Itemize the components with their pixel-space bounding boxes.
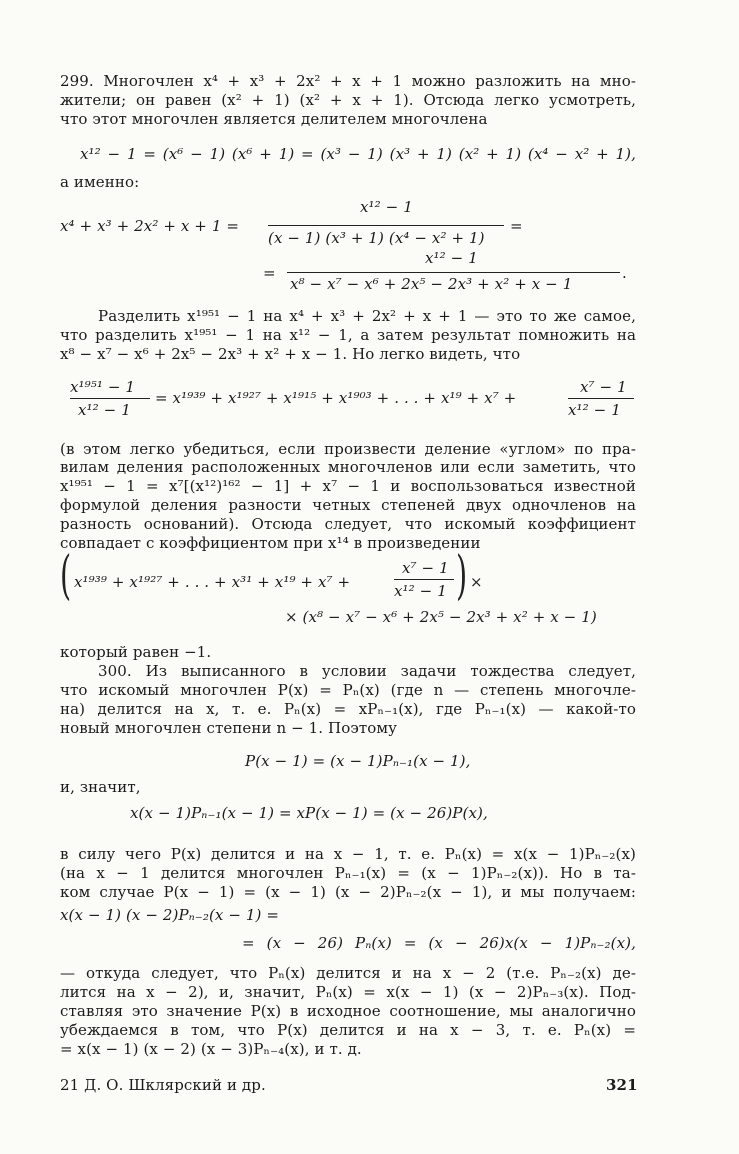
fraction-numerator: x¹² − 1 <box>360 198 413 216</box>
fraction-denominator: x¹² − 1 <box>394 582 447 600</box>
equals-sign: = <box>510 217 523 235</box>
text-line: новый многочлен степени n − 1. Поэтому <box>60 719 398 737</box>
formula-product: × (x⁸ − x⁷ − x⁶ + 2x⁵ − 2x³ + x² + x − 1) <box>285 608 597 626</box>
fraction-denominator: (x − 1) (x³ + 1) (x⁴ − x² + 1) <box>268 229 485 247</box>
formula-line: P(x − 1) = (x − 1)Pₙ₋₁(x − 1), <box>245 752 471 770</box>
text-line: совпадает с коэффициентом при x¹⁴ в произведении <box>60 534 481 552</box>
times-sign: × <box>470 573 483 591</box>
text-line: разность оснований). Отсюда следует, что искомый коэффициент <box>60 515 636 533</box>
fraction-numerator: x⁷ − 1 <box>580 378 627 396</box>
fraction-bar <box>568 398 634 399</box>
text-line: формулой деления разности четных степеней двух одночленов на <box>60 496 636 514</box>
text-line: 299. Многочлен x⁴ + x³ + 2x² + x + 1 можно разложить на мно- <box>60 72 636 90</box>
footer-signature: 21 Д. О. Шклярский и др. <box>60 1076 266 1094</box>
text-line: что разделить x¹⁹⁵¹ − 1 на x¹² − 1, а затем результат помножить на <box>60 326 636 344</box>
formula-lhs: x⁴ + x³ + 2x² + x + 1 = <box>60 217 240 235</box>
page-number: 321 <box>606 1076 638 1094</box>
fraction-bar <box>70 398 150 399</box>
fraction-bar <box>287 272 620 273</box>
fraction-denominator: x⁸ − x⁷ − x⁶ + 2x⁵ − 2x³ + x² + x − 1 <box>290 275 573 293</box>
formula-line: x(x − 1) (x − 2)Pₙ₋₂(x − 1) = <box>60 906 280 924</box>
text-line: 300. Из выписанного в условии задачи тождества следует, <box>98 662 636 680</box>
left-parenthesis: ( <box>60 546 72 606</box>
text-line: = x(x − 1) (x − 2) (x − 3)Pₙ₋₄(x), и т. д. <box>60 1040 362 1058</box>
formula-sum: = x¹⁹³⁹ + x¹⁹²⁷ + x¹⁹¹⁵ + x¹⁹⁰³ + . . . + x¹⁹ + x⁷ + <box>155 389 517 407</box>
text-line: — откуда следует, что Pₙ(x) делится и на x − 2 (т.е. Pₙ₋₂(x) де- <box>60 964 636 982</box>
text-line: убеждаемся в том, что P(x) делится и на x − 3, т. е. Pₙ(x) = <box>60 1021 636 1039</box>
fraction-bar <box>268 225 504 226</box>
formula-line: = (x − 26) Pₙ(x) = (x − 26)x(x − 1)Pₙ₋₂(x), <box>242 934 636 952</box>
text-line: и, значит, <box>60 778 141 796</box>
text-line: (на x − 1 делится многочлен Pₙ₋₁(x) = (x − 1)Pₙ₋₂(x)). Но в та- <box>60 864 636 882</box>
period: . <box>622 264 627 282</box>
right-parenthesis: ) <box>456 546 468 606</box>
fraction-bar <box>394 579 454 580</box>
text-line: ставляя это значение P(x) в исходное соотношение, мы аналогично <box>60 1002 636 1020</box>
text-line: Разделить x¹⁹⁵¹ − 1 на x⁴ + x³ + 2x² + x + 1 — это то же самое, <box>98 307 636 325</box>
text-line: что этот многочлен является делителем многочлена <box>60 110 488 128</box>
fraction-denominator: x¹² − 1 <box>568 401 621 419</box>
formula-sum: x¹⁹³⁹ + x¹⁹²⁷ + . . . + x³¹ + x¹⁹ + x⁷ + <box>74 573 351 591</box>
text-line: жители; он равен (x² + 1) (x² + x + 1). Отсюда легко усмотреть, <box>60 91 636 109</box>
fraction-numerator: x¹⁹⁵¹ − 1 <box>70 378 136 396</box>
text-line: в силу чего P(x) делится и на x − 1, т. е. Pₙ(x) = x(x − 1)Pₙ₋₂(x) <box>60 845 636 863</box>
fraction-numerator: x¹² − 1 <box>425 249 478 267</box>
text-line: x⁸ − x⁷ − x⁶ + 2x⁵ − 2x³ + x² + x − 1. Но легко видеть, что <box>60 345 521 363</box>
fraction-numerator: x⁷ − 1 <box>402 559 449 577</box>
text-line: а именно: <box>60 173 140 191</box>
text-line: что искомый многочлен P(x) = Pₙ(x) (где n — степень многочле- <box>60 681 636 699</box>
formula-line: x(x − 1)Pₙ₋₁(x − 1) = xP(x − 1) = (x − 26)P(x), <box>130 804 488 822</box>
text-line: ком случае P(x − 1) = (x − 1) (x − 2)Pₙ₋₂(x − 1), и мы получаем: <box>60 883 636 901</box>
text-line: на) делится на x, т. е. Pₙ(x) = xPₙ₋₁(x), где Pₙ₋₁(x) — какой-то <box>60 700 636 718</box>
formula-line: x¹² − 1 = (x⁶ − 1) (x⁶ + 1) = (x³ − 1) (x³ + 1) (x² + 1) (x⁴ − x² + 1), <box>80 145 636 163</box>
fraction-denominator: x¹² − 1 <box>78 401 131 419</box>
text-line: вилам деления расположенных многочленов или если заметить, что <box>60 458 636 476</box>
text-line: лится на x − 2), и, значит, Pₙ(x) = x(x − 1) (x − 2)Pₙ₋₃(x). Под- <box>60 983 636 1001</box>
equals-sign: = <box>263 264 276 282</box>
text-line: x¹⁹⁵¹ − 1 = x⁷[(x¹²)¹⁶² − 1] + x⁷ − 1 и воспользоваться известной <box>60 477 636 495</box>
text-line: (в этом легко убедиться, если произвести деление «углом» по пра- <box>60 440 636 458</box>
text-line: который равен −1. <box>60 643 212 661</box>
